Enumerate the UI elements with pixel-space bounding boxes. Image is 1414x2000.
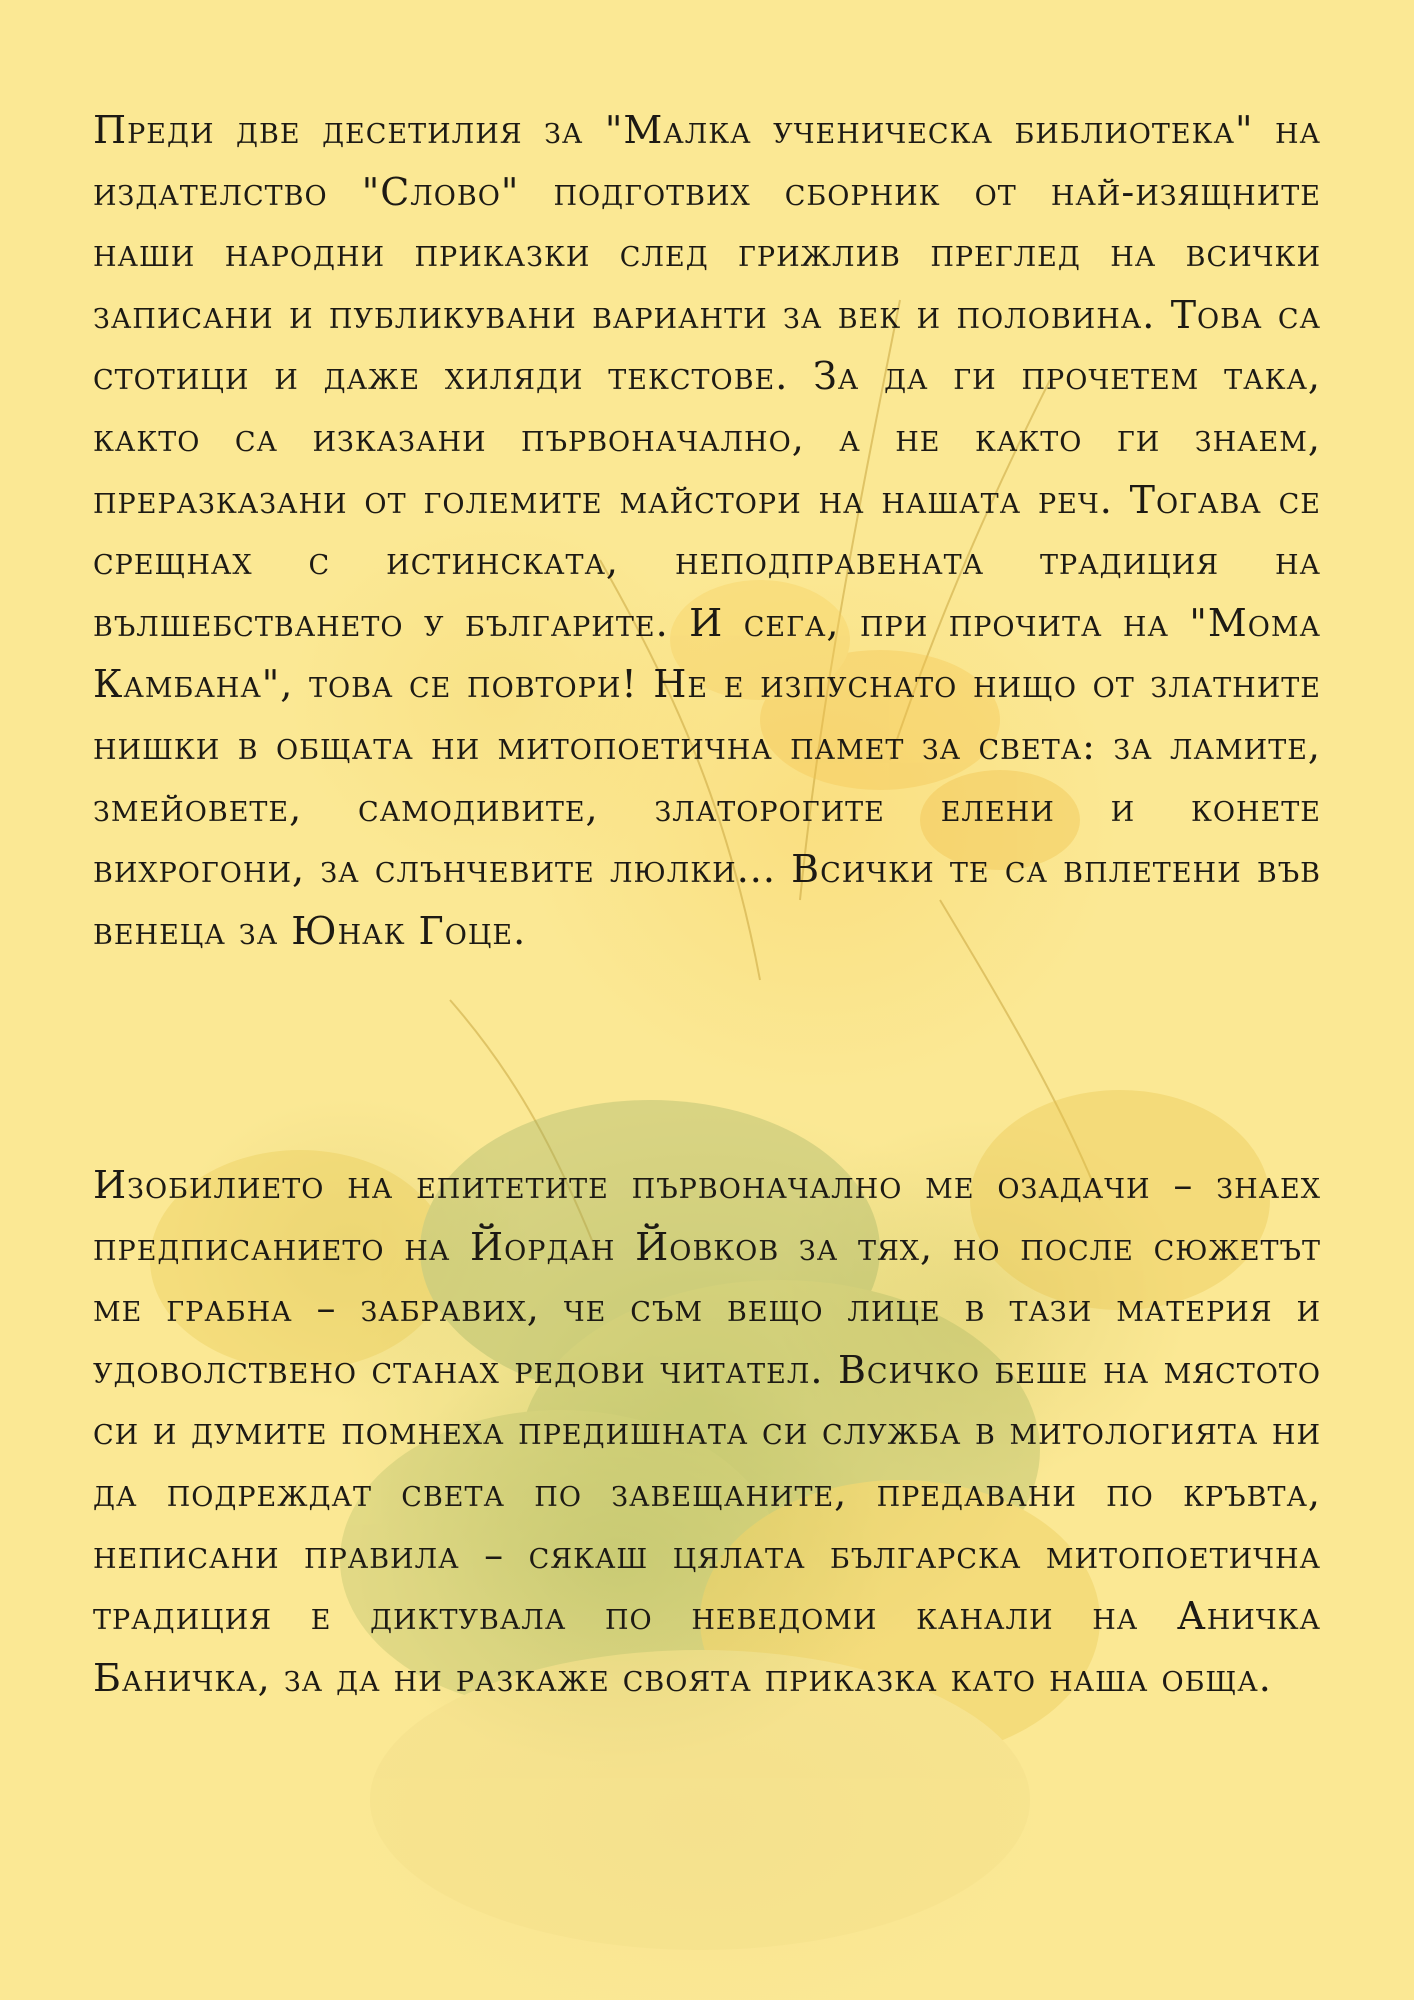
paragraph-2: Изобилието на епитетите първоначално ме озадачи – знаех предписанието на Йордан Йовков за тях, но после сюжетът ме грабна – забравих, че съм вещо лице в тази материя и удоволствено станах редови читател. Всичко беше на мястото си и думите помнеха предишната си служба в митологията ни да подреждат света по завещаните, предавани по кръвта, неписани правила – сякаш цялата българска митопоетична традиция е диктувала по неведоми канали на Аничка Баничка, за да ни разкаже своята приказка като наша обща.: [93, 1163, 1321, 1700]
paragraph-1: Преди две десетилия за "Малка ученическа библиотека" на издателство "Слово" подготвих сборник от най-изящните наши народни приказки след грижлив преглед на всички записани и публикувани варианти за век и половина. Това са стотици и даже хиляди текстове. За да ги прочетем така, както са изказани първоначално, а не както ги знаем, преразказани от големите майстори на нашата реч. Тогава се срещнах с истинската, неподправената традиция на вълшебстването у българите. И сега, при прочита на "Мома Камбана", това се повтори! Не е изпуснато нищо от златните нишки в общата ни митопоетична памет за света: за ламите, змейовете, самодивите, златорогите елени и конете вихрогони, за слънчевите люлки... Всички те са вплетени във венеца за Юнак Гоце.: [93, 108, 1321, 953]
